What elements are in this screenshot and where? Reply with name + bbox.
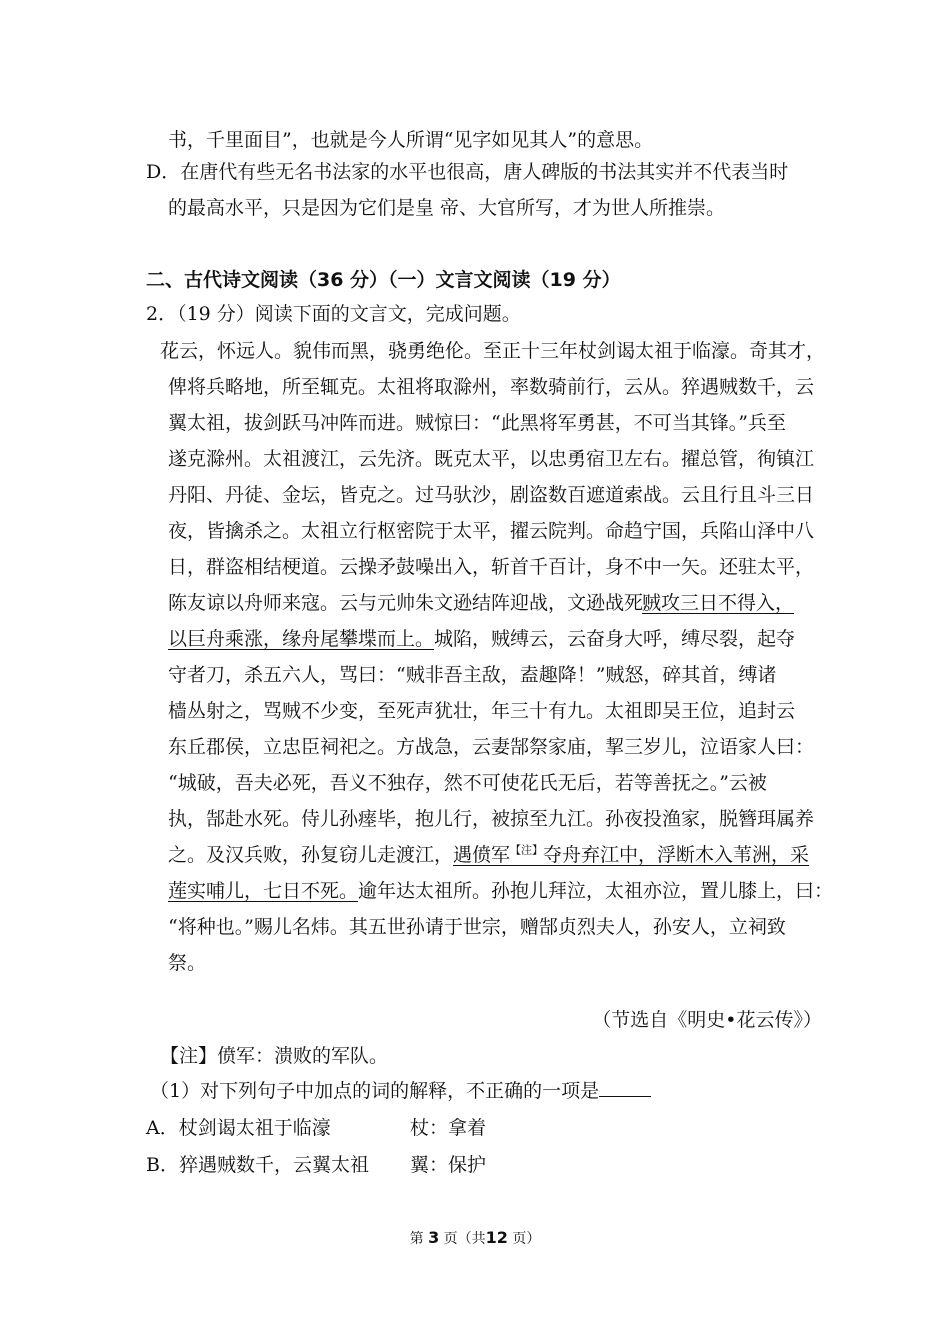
choice-b[interactable] bbox=[146, 1151, 846, 1179]
passage-text: 逾年达太祖所。孙抱儿拜泣，太祖亦泣，置儿膝上，曰： bbox=[358, 880, 834, 902]
passage-line: 樯丛射之，骂贼不少变，至死声犹壮，年三十有九。太祖即吴王位，追封云 bbox=[168, 700, 796, 722]
passage-line: 祭。 bbox=[168, 952, 207, 974]
passage-line: 陈友谅以舟师来寇。云与元帅朱文逊结阵迎战，文逊战死。 bbox=[168, 592, 663, 614]
answer-blank[interactable] bbox=[599, 1078, 651, 1097]
sub-question-text: （1）对下列句子中加点的词的解释，不正确的一项是 bbox=[150, 1080, 600, 1102]
option-d-label: D． bbox=[146, 161, 181, 183]
passage-line: 东丘郡侯，立忠臣祠祀之。方战急，云妻郜祭家庙，挈三岁儿，泣语家人曰： bbox=[168, 736, 815, 758]
footer-page-number: 3 bbox=[428, 1228, 440, 1247]
choice-meaning: 翼：保护 bbox=[410, 1154, 487, 1176]
underlined-text: 以巨舟乘涨，缘舟尾攀堞而上。 bbox=[168, 628, 435, 650]
passage-line bbox=[168, 841, 809, 869]
passage-line bbox=[168, 625, 795, 653]
option-d-text-1: 在唐代有些无名书法家的水平也很高，唐人碑版的书法其实并不代表当时 bbox=[180, 161, 789, 183]
passage-line: 执，郜赴水死。侍儿孙瘗毕，抱儿行，被掠至九江。孙夜投渔家，脱簪珥属养 bbox=[168, 808, 815, 830]
question-number: 2． bbox=[146, 303, 178, 325]
footer-pre: 第 bbox=[409, 1231, 424, 1247]
choice-sentence: 杖剑谒太祖于临濠 bbox=[178, 1117, 331, 1139]
underlined-text: 莲实哺儿，七日不死。 bbox=[168, 880, 359, 902]
option-d-line-2: 的最高水平，只是因为它们是皇 帝、大官所写，才为世人所推崇。 bbox=[168, 197, 726, 219]
underlined-word: 遇偾军 bbox=[453, 844, 511, 866]
passage-text: 城陷，贼缚云，云奋身大呼，缚尽裂，起夺 bbox=[434, 628, 796, 650]
passage-line bbox=[168, 877, 833, 905]
sub-question bbox=[150, 1077, 651, 1105]
passage-line: 花云，怀远人。貌伟而黑，骁勇绝伦。至正十三年杖剑谒太祖于临濠。奇其才， bbox=[160, 340, 826, 362]
choice-label: B． bbox=[146, 1154, 179, 1176]
passage-line: 丹阳、丹徒、金坛，皆克之。过马驮沙，剧盗数百遮道索战。云且行且斗三日 bbox=[168, 484, 815, 506]
underlined-text: 贼攻三日不得入， bbox=[642, 592, 795, 614]
footnote: 【注】偾军：溃败的军队。 bbox=[160, 1045, 389, 1067]
question-header bbox=[146, 300, 521, 328]
passage-line: 遂克滁州。太祖渡江，云先济。既克太平，以忠勇宿卫左右。擢总管，徇镇江 bbox=[168, 448, 815, 470]
footer-total-pages: 12 bbox=[485, 1228, 508, 1247]
option-d-line-1 bbox=[146, 158, 788, 186]
passage-line: “城破，吾夫必死，吾义不独存，然不可使花氏无后，若等善抚之。”云被 bbox=[168, 772, 767, 794]
underlined-text bbox=[453, 844, 809, 866]
choice-a[interactable] bbox=[146, 1114, 846, 1142]
footer-mid: 页（共 bbox=[443, 1231, 486, 1247]
footer-post: 页） bbox=[512, 1231, 541, 1247]
option-c-continuation: 书，千里面目”，也就是今人所谓“见字如见其人”的意思。 bbox=[168, 129, 654, 151]
underlined-sentence bbox=[642, 589, 794, 617]
passage-line: 夜，皆擒杀之。太祖立行枢密院于太平，擢云院判。命趋宁国，兵陷山泽中八 bbox=[168, 520, 815, 542]
footnote-marker: 【注】 bbox=[510, 843, 544, 857]
section-heading: 二、古代诗文阅读（36 分）（一）文言文阅读（19 分） bbox=[146, 269, 621, 291]
passage-line: 日，群盗相结梗道。云操矛鼓噪出入，斩首千百计，身不中一矢。还驻太平， bbox=[168, 556, 815, 578]
choice-sentence: 猝遇贼数千，云翼太祖 bbox=[178, 1154, 369, 1176]
page-footer bbox=[0, 1226, 950, 1251]
source-citation: （节选自《明史•花云传》） bbox=[592, 1009, 822, 1031]
passage-line: “将种也。”赐儿名炜。其五世孙请于世宗，赠郜贞烈夫人，孙安人，立祠致 bbox=[168, 916, 786, 938]
passage-line: 守者刀，杀五六人，骂曰：“贼非吾主敌，盍趣降！”贼怒，碎其首，缚诸 bbox=[168, 664, 777, 686]
choice-label: A． bbox=[146, 1117, 179, 1139]
choice-meaning: 杖：拿着 bbox=[410, 1117, 487, 1139]
passage-line: 翼太祖，拔剑跃马冲阵而进。贼惊曰：“此黑将军勇甚，不可当其锋。”兵至 bbox=[168, 412, 786, 434]
question-prompt: （19 分）阅读下面的文言文，完成问题。 bbox=[177, 303, 521, 325]
passage-line: 俾将兵略地，所至辄克。太祖将取滁州，率数骑前行，云从。猝遇贼数千，云 bbox=[168, 376, 815, 398]
underlined-word: 夺舟弃江中，浮断木入苇洲，采 bbox=[543, 844, 810, 866]
passage-text: 之。及汉兵败，孙复窃儿走渡江， bbox=[168, 844, 454, 866]
